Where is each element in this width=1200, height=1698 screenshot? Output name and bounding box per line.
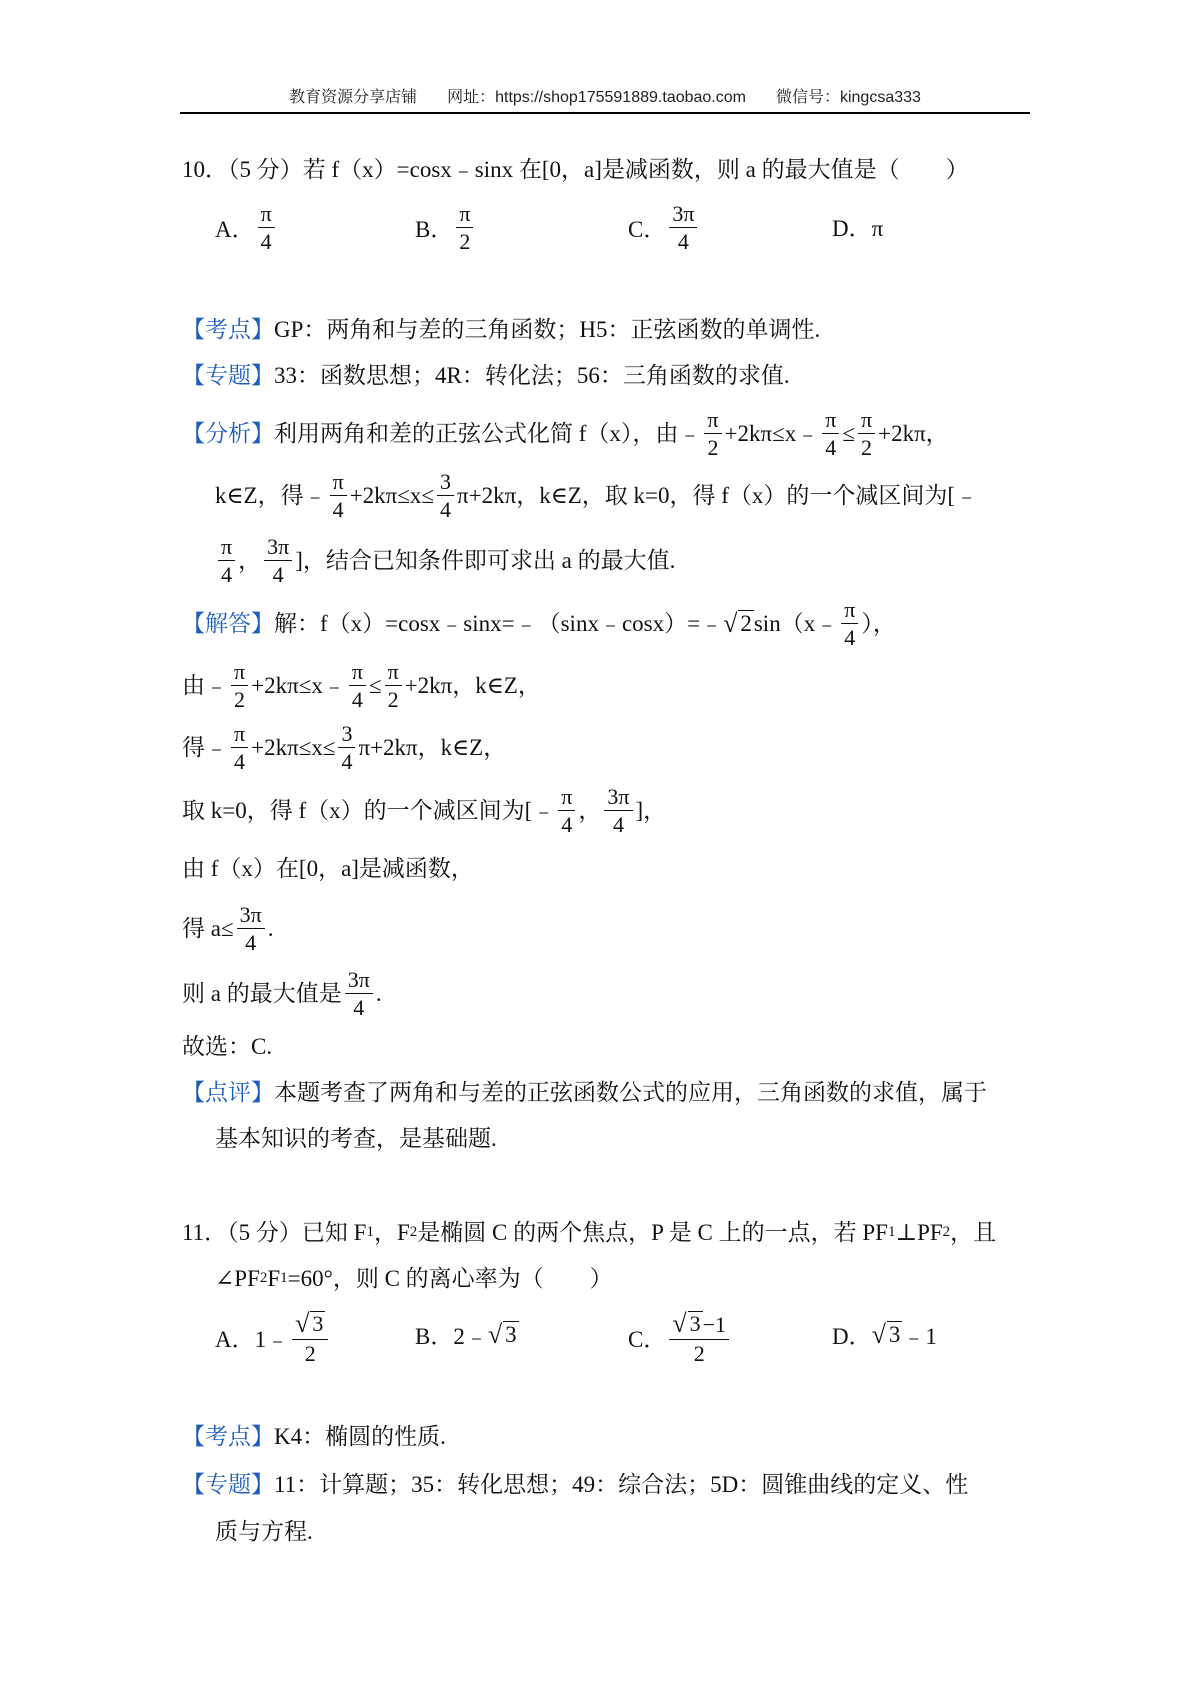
q10-jieda-line2: 由﹣ $\frac{\pi}{2}$ +2kπ≤x﹣ $\frac{\pi}{4}$ ≤ $\frac{\pi}{2}$ +2kπ，k∈Z， — [182, 659, 541, 713]
q10-zhuanti: 【专题】 33：函数思想；4R：转化法；56：三角函数的求值. — [182, 363, 790, 388]
q10-jieda-line4: 取 k=0，得 f（x）的一个减区间为[﹣ $\frac{\pi}{4}$ ， $\frac{3\pi}{4}$ ]， — [182, 784, 667, 838]
q11-option-a: A．1﹣ √ 3 2 — [215, 1310, 331, 1365]
q11-zhuanti-line1: 【专题】 11：计算题；35：转化思想；49：综合法；5D：圆锥曲线的定义、性 — [182, 1472, 969, 1497]
sqrt-2: √ 2 — [723, 608, 752, 638]
q10-fenxi-line2: k∈Z，得﹣ $\frac{\pi}{4}$ +2kπ≤x≤ $\frac{3}{4}$ π+2kπ，k∈Z，取 k=0，得 f（x）的一个减区间为[﹣ — [215, 469, 979, 523]
q10-fenxi-line1: 【分析】 利用两角和差的正弦公式化简 f（x），由﹣ $\frac{\pi}{2}$ +2kπ≤x﹣ $\frac{\pi}{4}$ ≤ $\frac{\pi}{2}$ +2kπ， — [182, 407, 949, 461]
q11-zhuanti-line2: 质与方程. — [215, 1519, 313, 1544]
header-shop: 教育资源分享店铺 — [289, 89, 418, 106]
q11-stem-line1: 11．（5 分）已知 F 1 ，F 2 是椭圆 C 的两个焦点，P 是 C 上的一点，若 PF 1 ⊥PF 2 ，且 — [182, 1220, 997, 1245]
q10-jieda-line3: 得﹣ $\frac{\pi}{4}$ +2kπ≤x≤ $\frac{3}{4}$ π+2kπ，k∈Z， — [182, 721, 507, 775]
q10-jieda-line5: 由 f（x）在[0，a]是减函数， — [182, 856, 474, 881]
q10-jieda-line6: 得 a≤ $\frac{3\pi}{4}$ . — [182, 902, 274, 956]
q11-stem-line2: ∠PF 2 F 1 =60°，则 C 的离心率为（ ） — [215, 1266, 613, 1291]
q10-jieda-line8: 故选：C. — [182, 1034, 273, 1059]
q10-option-b: B． $\frac{\pi}{2}$ — [415, 202, 476, 253]
q10-stem: 10．（5 分）若 f（x）=cosx﹣sinx 在[0，a]是减函数，则 a 的最大值是（ ） — [182, 157, 969, 182]
q10-option-c: C． $\frac{3\pi}{4}$ — [628, 202, 700, 253]
header-wechat: 微信号：kingcsa333 — [775, 89, 921, 106]
q10-option-a: A． $\frac{\pi}{4}$ — [215, 202, 278, 253]
q10-kaodian: 【考点】 GP：两角和与差的三角函数；H5：正弦函数的单调性. — [182, 317, 821, 342]
q10-jieda-line1: 【解答】 解：f（x）=cosx﹣sinx=﹣（sinx﹣cosx）=﹣ √ 2 sin（x﹣ $\frac{\pi}{4}$ ）， — [182, 597, 896, 651]
q10-jieda-line7: 则 a 的最大值是 $\frac{3\pi}{4}$ . — [182, 967, 382, 1021]
page-header — [180, 84, 1030, 114]
q10-option-d: D．π — [832, 216, 884, 241]
q10-fenxi-line3: $\frac{\pi}{4}$ ， $\frac{3\pi}{4}$ ]，结合已知条件即可求出 a 的最大值. — [215, 535, 675, 586]
header-url: 网址：https://shop175591889.taobao.com — [447, 89, 746, 106]
q11-option-b: B．2﹣ √ 3 — [415, 1319, 517, 1349]
q11-option-d: D． √ 3 ﹣1 — [832, 1319, 937, 1349]
q11-kaodian: 【考点】 K4：椭圆的性质. — [182, 1424, 446, 1449]
q10-dianping-line1: 【点评】 本题考查了两角和与差的正弦函数公式的应用，三角函数的求值，属于 — [182, 1080, 987, 1105]
q10-dianping-line2: 基本知识的考查，是基础题. — [215, 1126, 497, 1151]
q11-option-c: C． √ 3 −1 2 — [628, 1310, 732, 1365]
